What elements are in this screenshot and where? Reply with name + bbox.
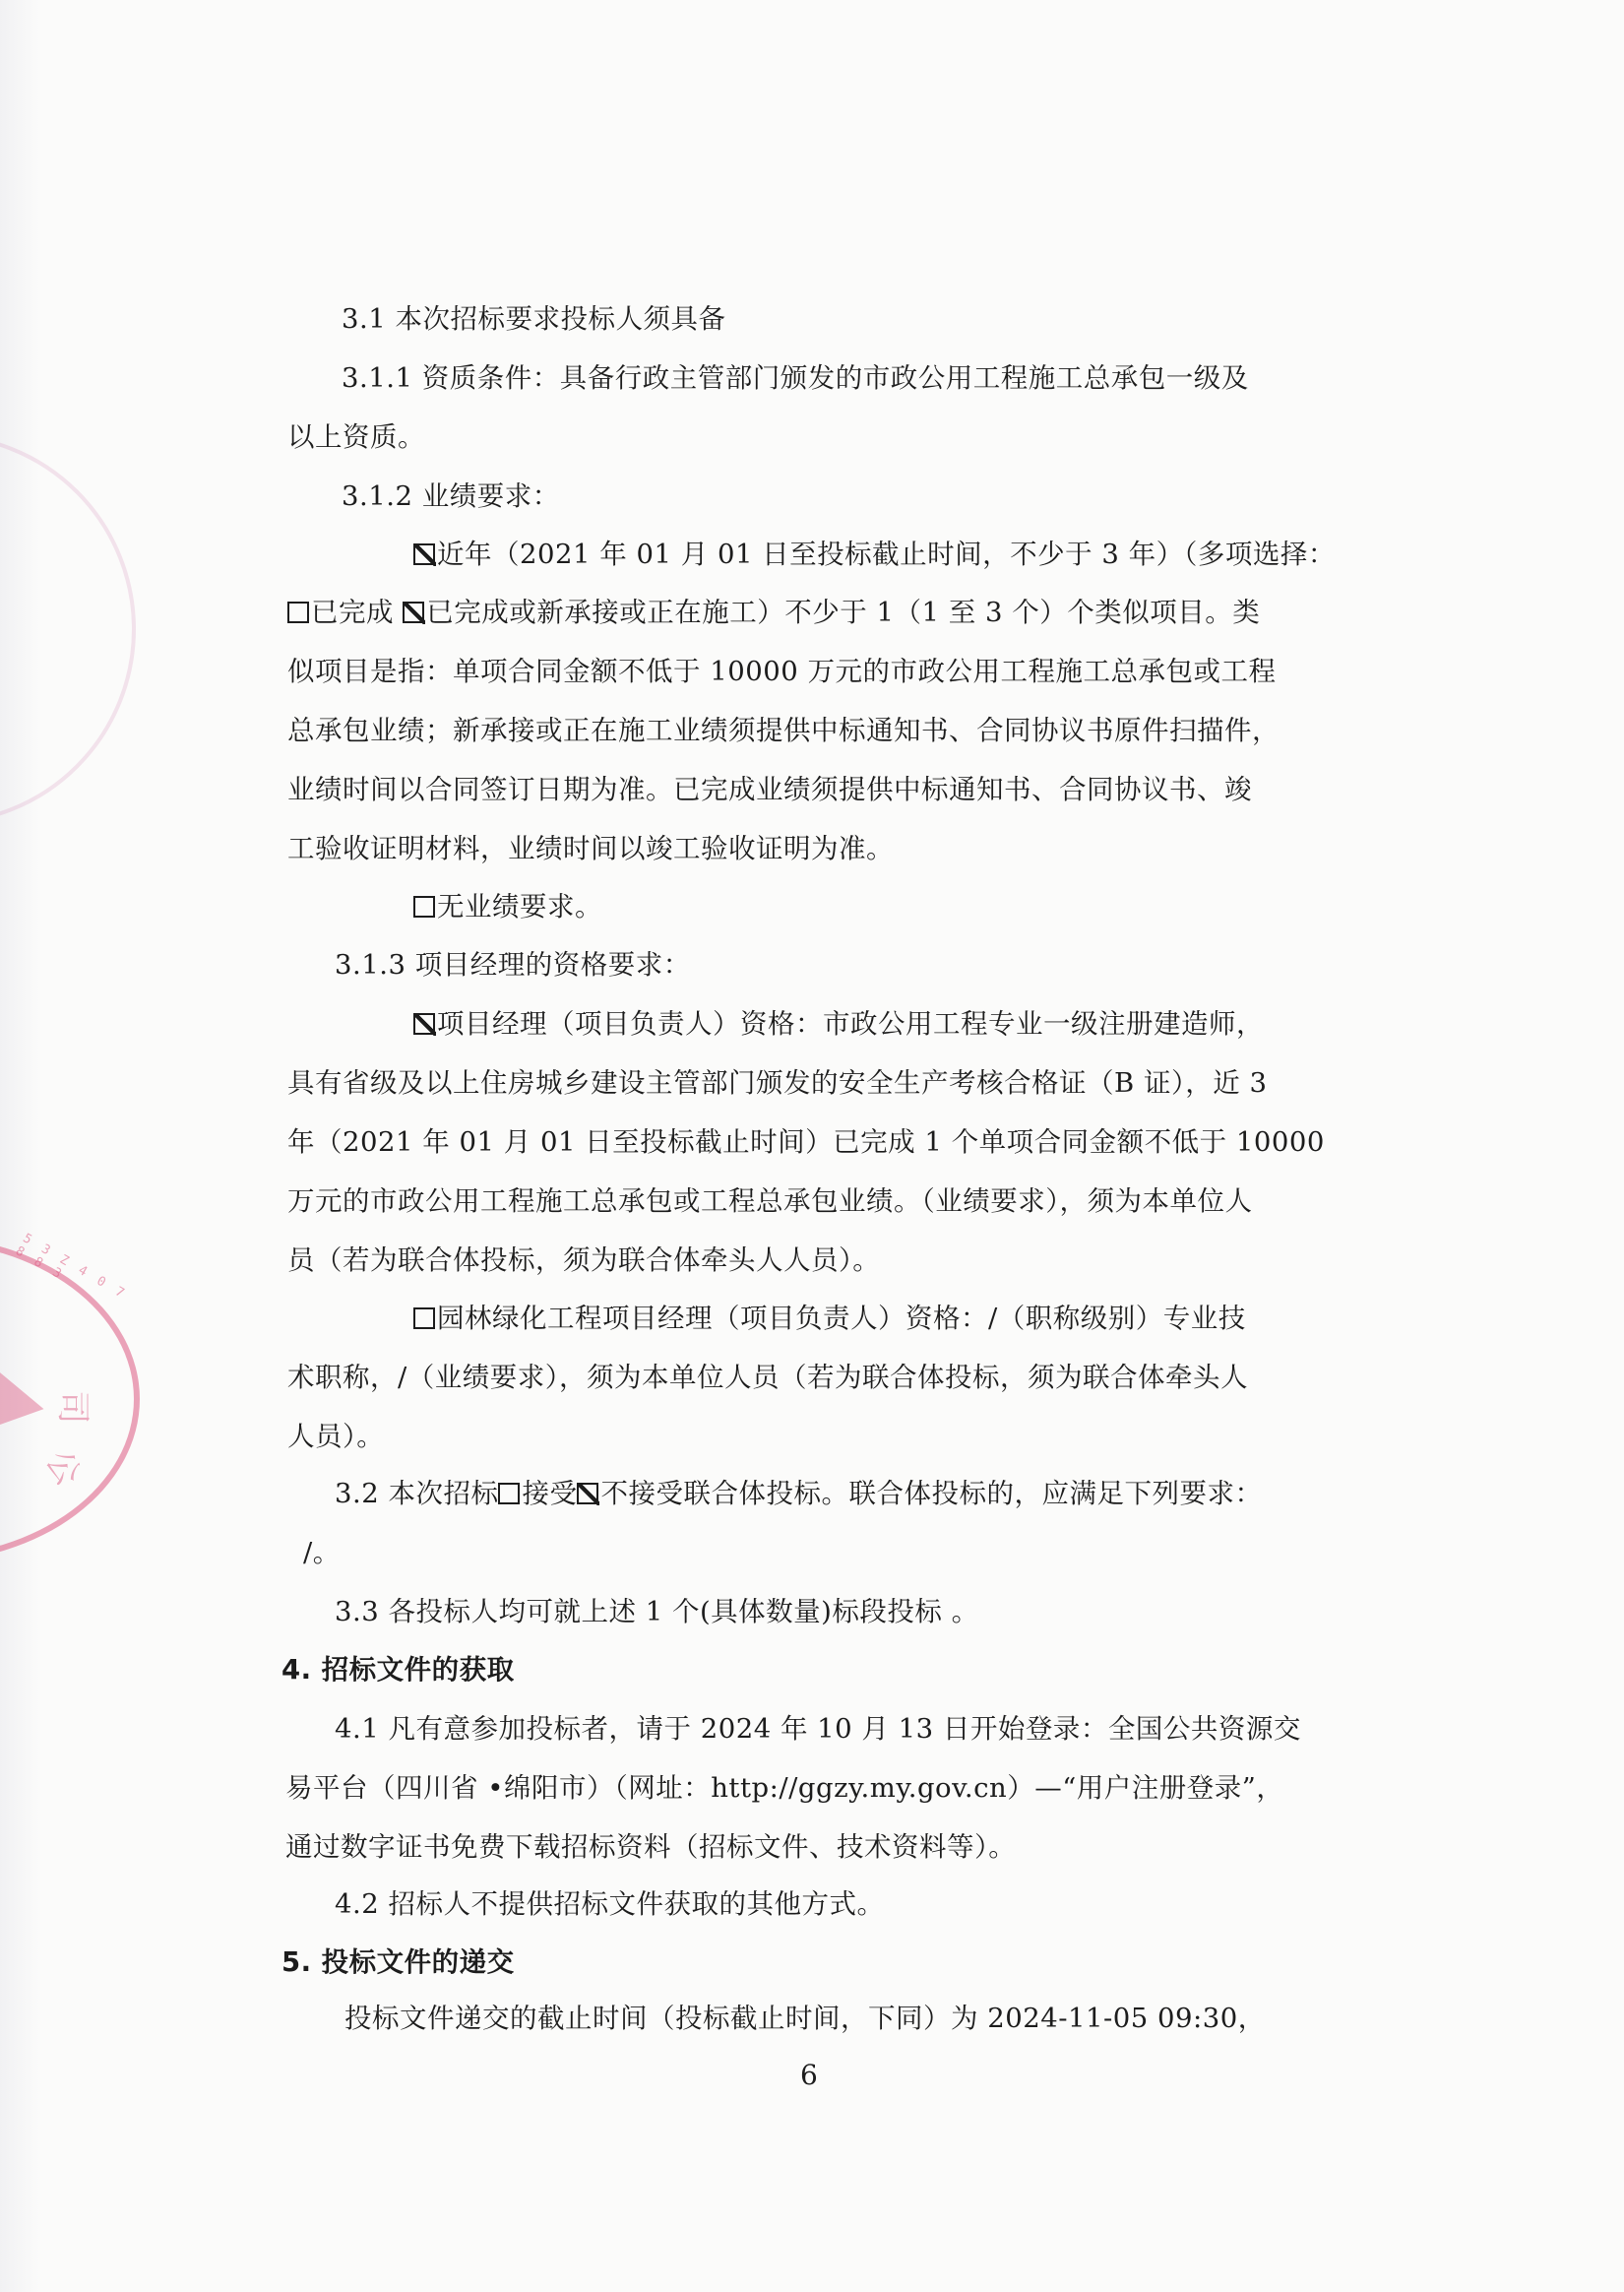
option-label: 园林绿化工程项目经理（项目负责人）资格：/（职称级别）专业技	[437, 1303, 1246, 1334]
option-label: 已完成或新承接或正在施工）不少于 1（1 至 3 个）个类似项目。类	[426, 597, 1261, 628]
checkbox-not-accept-consortium[interactable]	[577, 1483, 598, 1504]
section-4-1: 4.1 凡有意参加投标者，请于 2024 年 10 月 13 日开始登录：全国公共资源交	[335, 1713, 1301, 1745]
paragraph-line: 年（2021 年 01 月 01 日至投标截止时间）已完成 1 个单项合同金额不低于 10000	[287, 1126, 1325, 1158]
checkbox-completed-only[interactable]	[287, 602, 309, 623]
paragraph-line: 以上资质。	[287, 421, 425, 453]
paragraph-line: 投标文件递交的截止时间（投标截止时间，下同）为 2024-11-05 09:30，	[344, 2003, 1266, 2034]
section-3-1-2: 3.1.2 业绩要求：	[342, 480, 560, 512]
seal-glyph: 公	[37, 1443, 89, 1493]
paragraph-line: 工验收证明材料，业绩时间以竣工验收证明为准。	[287, 833, 894, 864]
page-number: 6	[800, 2059, 818, 2091]
checkbox-project-manager-landscape[interactable]	[413, 1307, 435, 1329]
paragraph-line: 术职称，/（业绩要求），须为本单位人员（若为联合体投标，须为联合体牵头人	[287, 1362, 1249, 1393]
heading-section-5: 5. 投标文件的递交	[281, 1946, 515, 1978]
checkbox-project-manager-municipal[interactable]	[413, 1013, 435, 1035]
option-label: 无业绩要求。	[437, 891, 602, 923]
heading-section-4: 4. 招标文件的获取	[281, 1654, 515, 1686]
checkbox-accept-consortium[interactable]	[498, 1483, 520, 1504]
checkbox-no-performance[interactable]	[413, 896, 435, 918]
paragraph-line: 业绩时间以合同签订日期为准。已完成业绩须提供中标通知书、合同协议书、竣	[287, 774, 1252, 805]
checkbox-recent-years[interactable]	[413, 543, 435, 565]
section-label: 3.2 本次招标	[335, 1478, 499, 1509]
paragraph-line: 似项目是指：单项合同金额不低于 10000 万元的市政公用工程施工总承包或工程	[287, 656, 1277, 687]
recent-years-option	[413, 535, 1336, 574]
paragraph-line: 总承包业绩；新承接或正在施工业绩须提供中标通知书、合同协议书原件扫描件，	[287, 715, 1280, 746]
project-manager-landscape-option	[413, 1299, 1246, 1338]
paragraph-line: 易平台（四川省 •绵阳市）（网址：http://ggzy.my.gov.cn）—“用户注册登录”，	[285, 1772, 1284, 1804]
option-label: 近年（2021 年 01 月 01 日至投标截止时间，不少于 3 年）（多项选择：	[437, 539, 1336, 570]
section-3-1-1: 3.1.1 资质条件：具备行政主管部门颁发的市政公用工程施工总承包一级及	[342, 362, 1249, 394]
option-label: 接受	[522, 1478, 578, 1509]
section-4-2: 4.2 招标人不提供招标文件获取的其他方式。	[335, 1888, 885, 1920]
option-label: 不接受联合体投标。联合体投标的，应满足下列要求：	[600, 1478, 1263, 1509]
option-label: 已完成	[311, 597, 404, 628]
paragraph-line: 万元的市政公用工程施工总承包或工程总承包业绩。（业绩要求），须为本单位人	[287, 1185, 1253, 1217]
paragraph-line: /。	[303, 1537, 341, 1568]
paragraph-line: 具有省级及以上住房城乡建设主管部门颁发的安全生产考核合格证（B 证），近 3	[287, 1067, 1268, 1099]
section-3-3: 3.3 各投标人均可就上述 1 个(具体数量)标段投标 。	[335, 1596, 979, 1627]
section-3-1-3: 3.1.3 项目经理的资格要求：	[335, 949, 691, 981]
completion-options	[287, 593, 1260, 632]
no-performance-option	[413, 887, 602, 926]
paragraph-line: 人员）。	[287, 1421, 385, 1452]
section-3-1: 3.1 本次招标要求投标人须具备	[342, 303, 726, 335]
checkbox-completed-or-ongoing[interactable]	[403, 602, 424, 623]
project-manager-municipal-option	[413, 1004, 1264, 1044]
seal-glyph: 司	[52, 1390, 93, 1425]
option-label: 项目经理（项目负责人）资格：市政公用工程专业一级注册建造师，	[437, 1008, 1264, 1040]
section-3-2	[335, 1474, 1262, 1513]
seal-arc-text: 5 3 Z 4 0 7 8 8 3	[13, 1231, 130, 1303]
paragraph-line: 员（若为联合体投标，须为联合体牵头人人员）。	[287, 1244, 881, 1276]
paragraph-line: 通过数字证书免费下载招标资料（招标文件、技术资料等）。	[285, 1831, 1017, 1863]
